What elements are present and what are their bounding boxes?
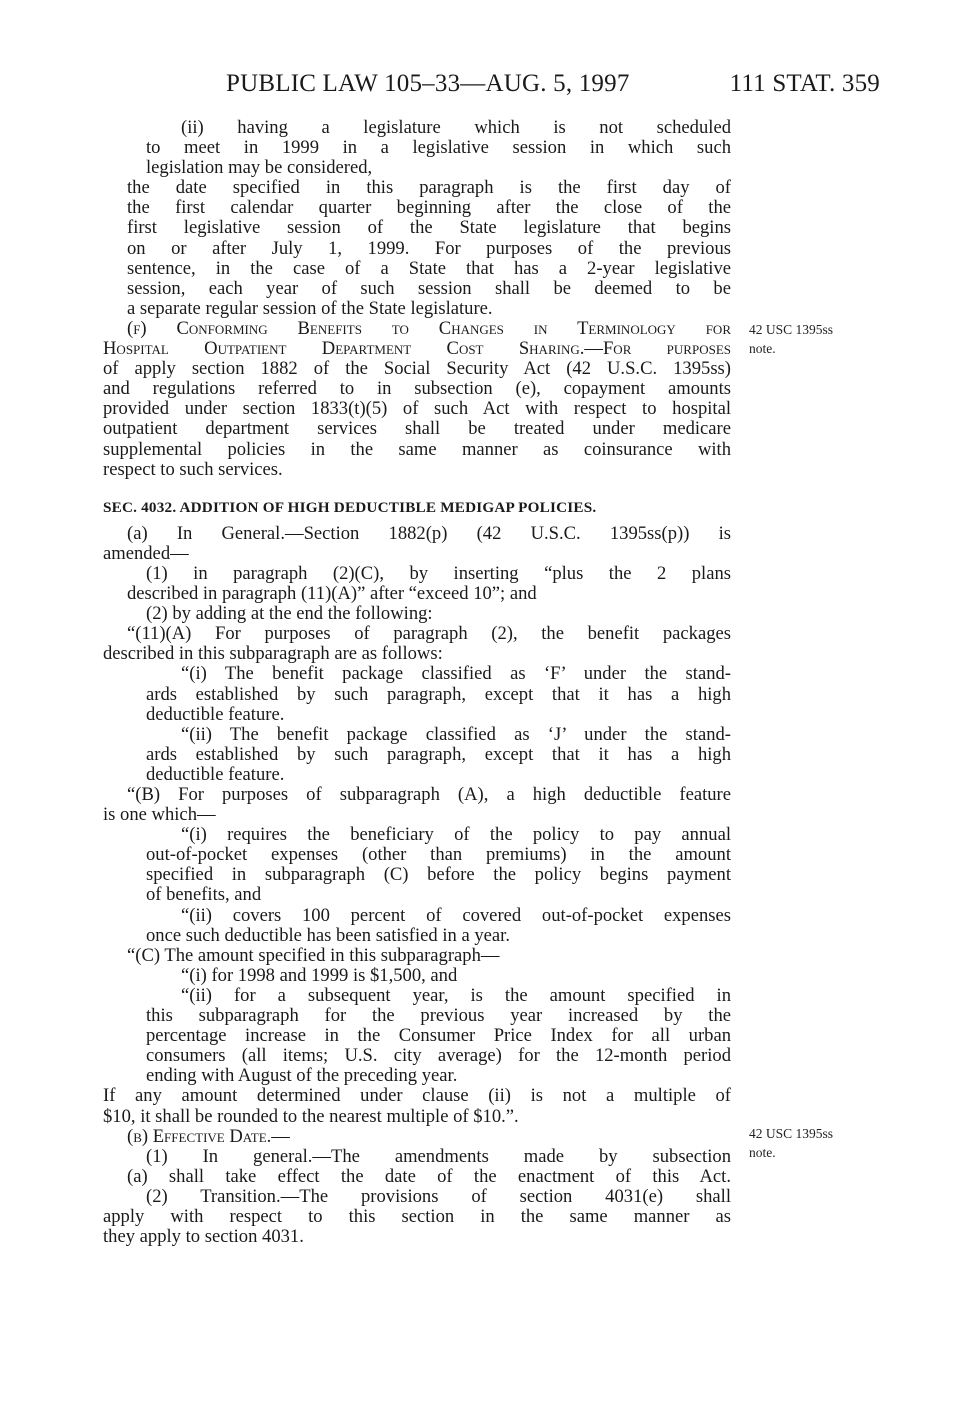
text-line: to meet in 1999 in a legislative session in which such bbox=[146, 137, 731, 159]
text-line: “(ii) covers 100 percent of covered out-of-pocket expenses bbox=[181, 904, 731, 926]
text-line: on or after July 1, 1999. For purposes of the previous bbox=[127, 237, 731, 259]
text-line: the first calendar quarter beginning after the close of the bbox=[127, 197, 731, 219]
text-line: and regulations referred to in subsection (e), copayment amounts bbox=[103, 378, 731, 400]
margin-note-label: note. bbox=[749, 341, 776, 356]
text-line: amended— bbox=[103, 542, 189, 564]
text-line: ards established by such paragraph, except that it has a high bbox=[146, 743, 731, 765]
text-line: described in paragraph (11)(A)” after “exceed 10”; and bbox=[127, 583, 537, 605]
text-line: (1) In general.—The amendments made by subsection bbox=[146, 1145, 731, 1167]
text-line: supplemental policies in the same manner as coinsurance with bbox=[103, 438, 731, 460]
text-line: (1) in paragraph (2)(C), by inserting “plus the 2 plans bbox=[146, 562, 731, 584]
text-line: “(i) The benefit package classified as ‘F’ under the stand- bbox=[181, 663, 731, 685]
text-line: of apply section 1882 of the Social Security Act (42 U.S.C. 1395ss) bbox=[103, 358, 731, 380]
text-line: “(B) For purposes of subparagraph (A), a high deductible feature bbox=[127, 784, 731, 805]
text-line: sentence, in the case of a State that has a 2-year legislative bbox=[127, 257, 731, 279]
text-line: a separate regular session of the State legislature. bbox=[127, 297, 493, 319]
text-line: outpatient department services shall be treated under medicare bbox=[103, 418, 731, 440]
text-line: “(i) requires the beneficiary of the policy to pay annual bbox=[181, 824, 731, 846]
text-line: legislation may be considered, bbox=[146, 157, 373, 179]
text-line: of benefits, and bbox=[146, 884, 262, 906]
text-line: specified in subparagraph (C) before the policy begins payment bbox=[146, 864, 731, 886]
subsection-heading: Hospital Outpatient Department Cost Sharing.—For purposes bbox=[103, 338, 731, 360]
text-line: provided under section 1833(t)(5) of such Act with respect to hospital bbox=[103, 398, 731, 420]
text-line: consumers (all items; U.S. city average) for the 12-month period bbox=[146, 1045, 731, 1067]
text-line: percentage increase in the Consumer Price Index for all urban bbox=[146, 1025, 731, 1047]
text-line: once such deductible has been satisfied in a year. bbox=[146, 924, 510, 946]
header-page-number: 111 STAT. 359 bbox=[729, 70, 880, 97]
text-line: $10, it shall be rounded to the nearest multiple of $10.”. bbox=[103, 1105, 519, 1127]
margin-note-citation: 42 USC 1395ss bbox=[749, 322, 834, 337]
text-line: “(ii) for a subsequent year, is the amount specified in bbox=[181, 984, 731, 1006]
section-heading: SEC. 4032. ADDITION OF HIGH DEDUCTIBLE MEDIGAP POLICIES. bbox=[103, 498, 597, 516]
text-line: “(i) for 1998 and 1999 is $1,500, and bbox=[181, 964, 458, 986]
text-line: “(C) The amount specified in this subparagraph— bbox=[127, 944, 500, 966]
text-line: is one which— bbox=[103, 804, 216, 826]
margin-note-1 bbox=[749, 320, 833, 358]
text-line: described in this subparagraph are as follows: bbox=[103, 643, 443, 665]
text-line: If any amount determined under clause (ii) is not a multiple of bbox=[103, 1085, 731, 1107]
text-line: (2) by adding at the end the following: bbox=[146, 603, 433, 625]
text-line: (ii) having a legislature which is not scheduled bbox=[181, 117, 731, 138]
text-line: (a) shall take effect the date of the enactment of this Act. bbox=[127, 1165, 731, 1187]
text-line: respect to such services. bbox=[103, 458, 283, 480]
running-header bbox=[212, 70, 880, 104]
text-line: this subparagraph for the previous year increased by the bbox=[146, 1005, 731, 1027]
text-line: (a) In General.—Section 1882(p) (42 U.S.C. 1395ss(p)) is bbox=[127, 522, 731, 544]
text-line: deductible feature. bbox=[146, 763, 285, 785]
text-line: “(11)(A) For purposes of paragraph (2), the benefit packages bbox=[127, 623, 731, 645]
text-line: ards established by such paragraph, except that it has a high bbox=[146, 683, 731, 705]
statute-text bbox=[103, 118, 731, 1247]
text-line: out-of-pocket expenses (other than premiums) in the amount bbox=[146, 844, 731, 866]
header-title: PUBLIC LAW 105–33—AUG. 5, 1997 bbox=[226, 70, 630, 97]
text-line: deductible feature. bbox=[146, 703, 285, 725]
text-line: ending with August of the preceding year. bbox=[146, 1065, 458, 1087]
text-line: apply with respect to this section in the same manner as bbox=[103, 1205, 731, 1227]
subsection-heading: (b) Effective Date.— bbox=[127, 1125, 290, 1147]
margin-note-label: note. bbox=[749, 1145, 776, 1160]
text-line: “(ii) The benefit package classified as ‘J’ under the stand- bbox=[181, 723, 731, 745]
text-line: first legislative session of the State legislature that begins bbox=[127, 217, 731, 239]
margin-note-2 bbox=[749, 1124, 833, 1162]
text-line: session, each year of such session shall be deemed to be bbox=[127, 277, 731, 299]
text-line: (2) Transition.—The provisions of section 4031(e) shall bbox=[146, 1185, 731, 1207]
text-line: they apply to section 4031. bbox=[103, 1226, 304, 1248]
subsection-heading: (f) Conforming Benefits to Changes in Terminology for bbox=[127, 317, 731, 339]
margin-note-citation: 42 USC 1395ss bbox=[749, 1126, 834, 1141]
text-line: the date specified in this paragraph is the first day of bbox=[127, 177, 731, 199]
